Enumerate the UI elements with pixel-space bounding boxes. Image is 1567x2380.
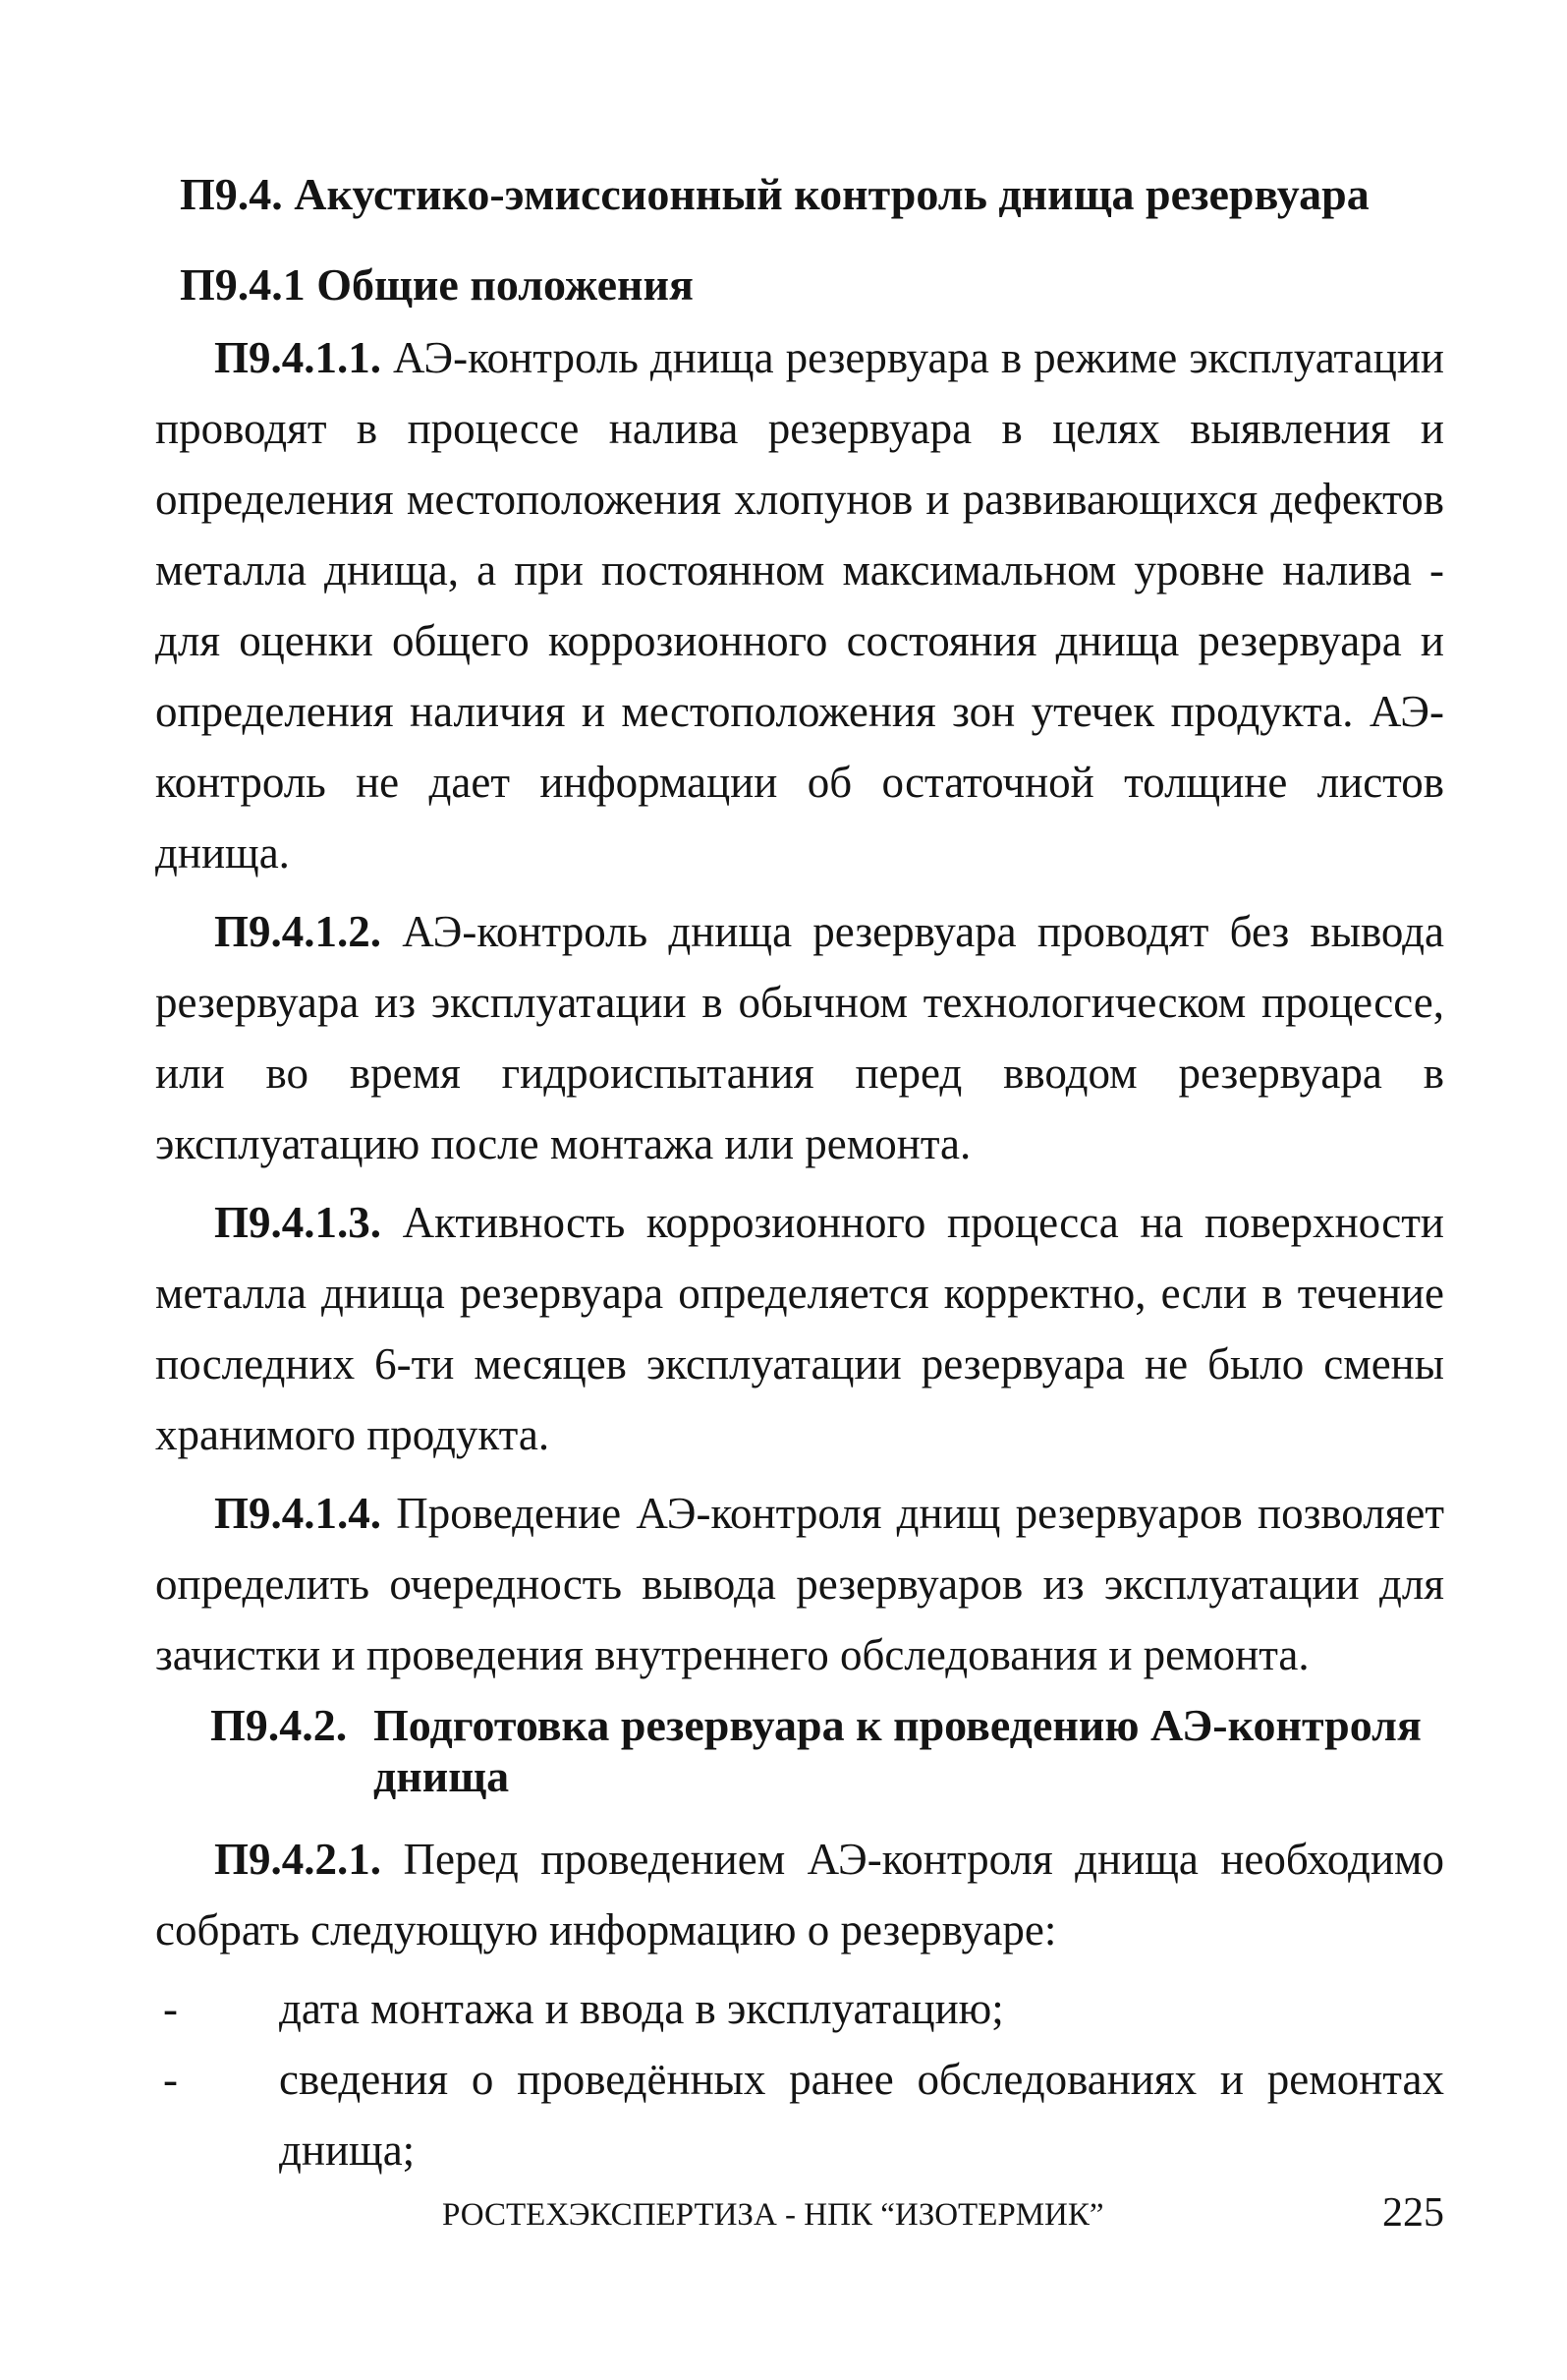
paragraph-number: П9.4.1.1. xyxy=(214,333,382,382)
section-heading-2 xyxy=(155,1700,1444,1802)
paragraph-number: П9.4.1.3. xyxy=(214,1198,382,1247)
paragraph-text: Активность коррозионного процесса на поверхности металла днища резервуара определяется корректно, если в течение последних 6-ти месяцев эксплуатации резервуара не было смены хранимого продукта. xyxy=(155,1198,1444,1459)
section-heading-main: П9.4. Акустико-эмиссионный контроль днища резервуара xyxy=(180,169,1370,219)
paragraph-number: П9.4.2.1. xyxy=(214,1835,382,1884)
list-item xyxy=(155,1973,1444,2044)
paragraph xyxy=(155,896,1444,1179)
paragraph-number: П9.4.1.2. xyxy=(214,907,382,956)
paragraph-text: Проведение АЭ-контроля днищ резервуаров позволяет определить очередность вывода резервуаров из эксплуатации для зачистки и проведения внутреннего обследования и ремонта. xyxy=(155,1489,1444,1679)
list-dash: - xyxy=(163,2055,178,2104)
paragraph xyxy=(155,1824,1444,1965)
section-number: П9.4.2. xyxy=(210,1700,348,1750)
page-number: 225 xyxy=(1382,2190,1444,2236)
paragraph-number: П9.4.1.4. xyxy=(214,1489,382,1538)
paragraph-text: Перед проведением АЭ-контроля днища необходимо собрать следующую информацию о резервуаре: xyxy=(155,1835,1445,1955)
list-item-text: сведения о проведённых ранее обследованиях и ремонтах днища; xyxy=(279,2055,1444,2175)
paragraph xyxy=(155,1478,1444,1690)
list-item xyxy=(155,2044,1444,2185)
list-dash: - xyxy=(163,1984,178,2033)
list-item-text: дата монтажа и ввода в эксплуатацию; xyxy=(279,1984,1004,2033)
subsection-heading: П9.4.1 Общие положения xyxy=(180,259,694,310)
section-title: Подготовка резервуара к проведению АЭ-контроля днища xyxy=(373,1700,1422,1801)
footer-text: РОСТЕХЭКСПЕРТИЗА - НПК “ИЗОТЕРМИК” xyxy=(442,2197,1104,2233)
paragraph xyxy=(155,1187,1444,1470)
paragraph-text: АЭ-контроль днища резервуара в режиме эксплуатации проводят в процессе налива резервуара в целях выявления и определения местоположения хлопунов и развивающихся дефектов металла днища, а при постоянном максимальном уровне налива - для оценки общего коррозионного состояния днища резервуара и определения наличия и местоположения зон утечек продукта. АЭ-контроль не дает информации об остаточной толщине листов днища. xyxy=(155,333,1444,878)
page-content xyxy=(155,165,1444,2185)
paragraph xyxy=(155,322,1444,888)
paragraph-text: АЭ-контроль днища резервуара проводят без вывода резервуара из эксплуатации в обычном технологическом процессе, или во время гидроиспытания перед вводом резервуара в эксплуатацию после монтажа или ремонта. xyxy=(155,907,1444,1168)
